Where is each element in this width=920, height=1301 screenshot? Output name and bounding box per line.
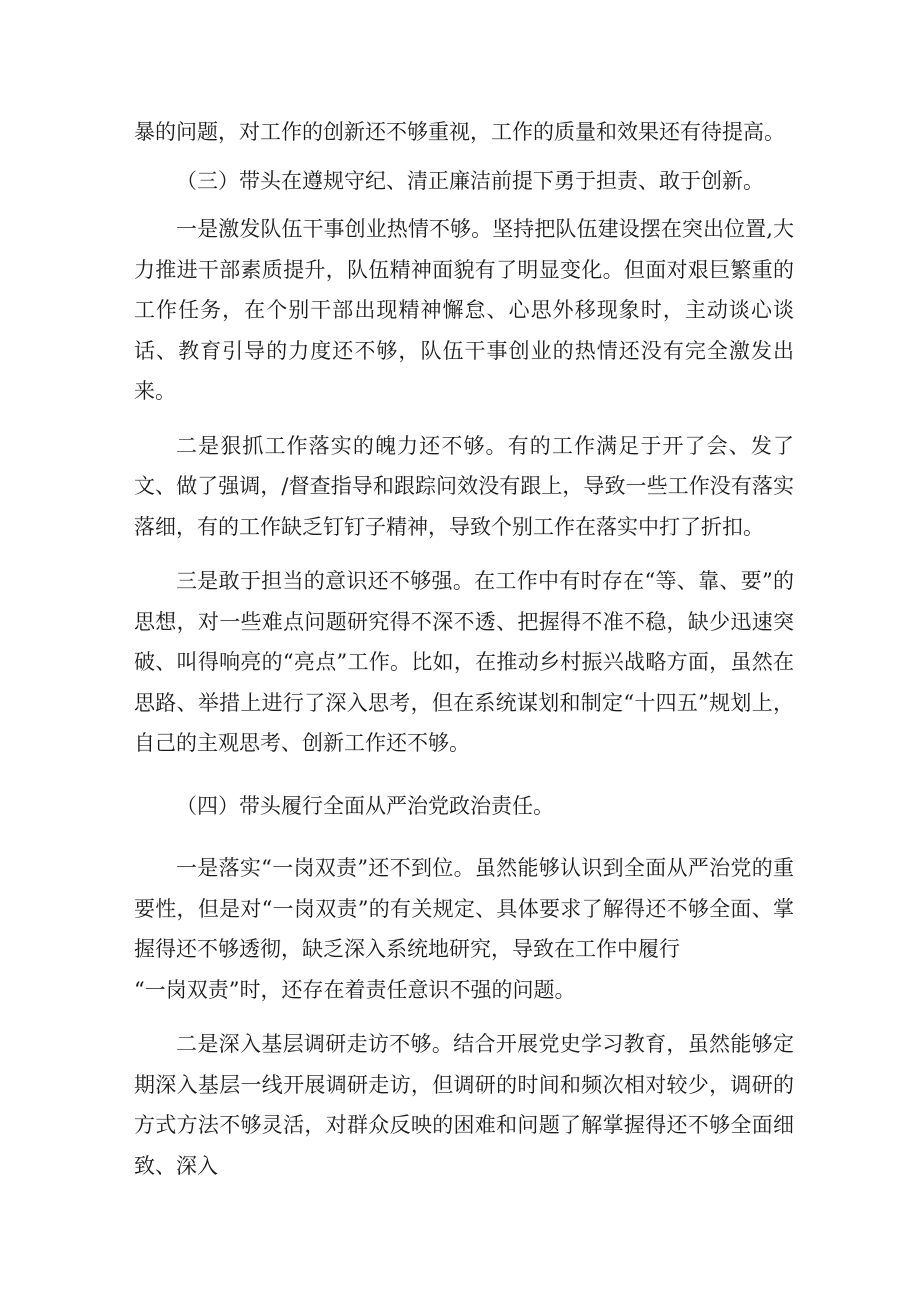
paragraph-continuation: 暴的问题，对工作的创新还不够重视，工作的质量和效果还有待提高。	[134, 120, 785, 144]
section-heading-4: （四）带头履行全面从严治党政治责任。	[176, 793, 554, 818]
paragraph: 三是敢于担当的意识还不够强。在工作中有时存在“等、靠、要”的思想，对一些难点问题研究得不深不透、把握得不准不稳，缺少迅速突破、叫得响亮的“亮点”工作。比如，在推动乡村振兴战略方面，虽然在思路、举措上进行了深入思考，但在系统谋划和制定“十四五”规划上，自己的主观思考、创新工作还不够。	[134, 569, 794, 755]
document-body	[134, 112, 794, 1186]
paragraph: 二是狠抓工作落实的魄力还不够。有的工作满足于开了会、发了文、做了强调，/督查指导和跟踪问效没有跟上，导致一些工作没有落实落细，有的工作缺乏钉钉子精神，导致个别工作在落实中打了折扣。	[134, 433, 794, 539]
paragraph: 二是深入基层调研走访不够。结合开展党史学习教育，虽然能够定期深入基层一线开展调研走访，但调研的时间和频次相对较少，调研的方式方法不够灵活，对群众反映的困难和问题了解掌握得还不够全面细致、深入	[134, 1032, 794, 1178]
paragraph-continuation: “一岗双责”时，还存在着责任意识不强的问题。	[134, 977, 576, 1002]
paragraph: 一是激发队伍干事创业热情不够。坚持把队伍建设摆在突出位置,大力推进干部素质提升，队伍精神面貌有了明显变化。但面对艰巨繁重的工作任务，在个别干部出现精神懈怠、心思外移现象时，主动谈心谈话、教育引导的力度还不够，队伍干事创业的热情还没有完全激发出来。	[134, 217, 794, 403]
section-heading-3: （三）带头在遵规守纪、清正廉洁前提下勇于担责、敢于创新。	[176, 168, 764, 193]
paragraph: 一是落实“一岗双责”还不到位。虽然能够认识到全面从严治党的重要性，但是对“一岗双责”的有关规定、具体要求了解得还不够全面、掌握得还不够透彻，缺乏深入系统地研究，导致在工作中履行	[134, 856, 794, 961]
